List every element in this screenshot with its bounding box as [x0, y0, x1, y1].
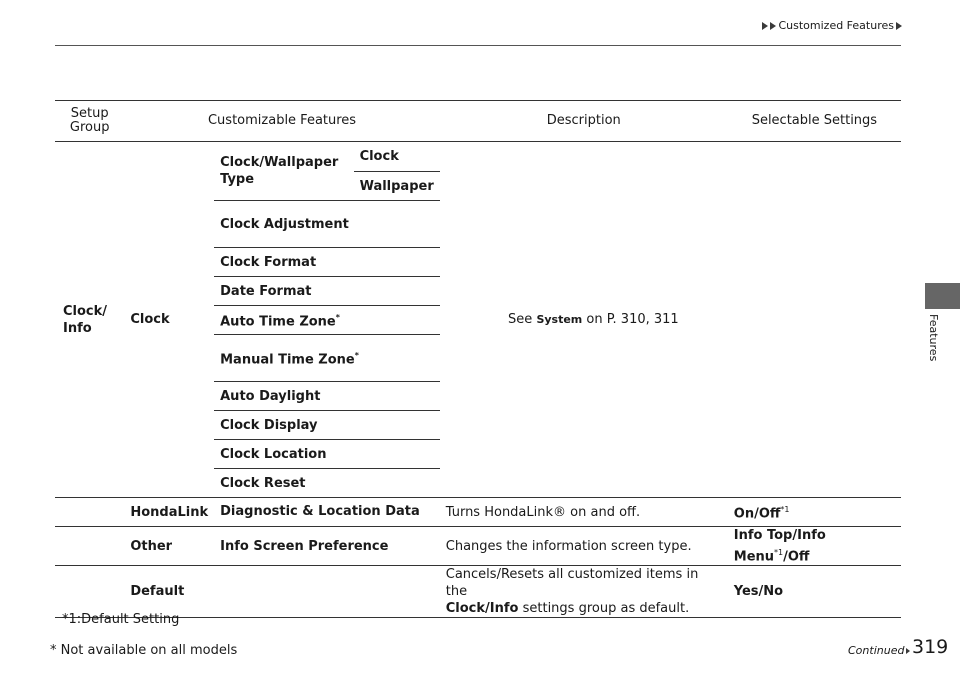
header-customizable-features: Customizable Features	[124, 101, 439, 142]
feature-date-format: Date Format	[214, 277, 440, 306]
description-default: Cancels/Resets all customized items in the Clock/Info settings group as default.	[440, 566, 728, 618]
clock-info-description	[440, 142, 901, 498]
description-suffix: on P. 310, 311	[586, 312, 679, 327]
feature-clock-location: Clock Location	[214, 440, 440, 469]
page-number: 319	[912, 636, 949, 658]
table-row	[55, 527, 901, 566]
customized-features-table	[55, 100, 901, 618]
feature-info-screen-preference: Info Screen Preference	[214, 527, 440, 566]
table-row	[55, 566, 901, 618]
feature-auto-time-zone: Auto Time Zone*	[214, 306, 440, 335]
feature-clock-wallpaper-type: Clock/Wallpaper Type	[214, 142, 353, 201]
triangle-icon	[896, 22, 902, 30]
group-hondalink: HondaLink	[124, 498, 214, 527]
feature-clock-display: Clock Display	[214, 411, 440, 440]
system-reference[interactable]: System	[536, 313, 583, 326]
subgroup-clock: Clock	[124, 142, 214, 498]
triangle-icon	[762, 22, 768, 30]
feature-clock-reset: Clock Reset	[214, 469, 440, 498]
breadcrumb	[762, 19, 902, 32]
feature-default	[214, 566, 440, 618]
header-rule	[55, 45, 901, 46]
continued-indicator: Continued	[848, 644, 910, 657]
table-row	[55, 498, 901, 527]
group-default: Default	[124, 566, 214, 618]
availability-note: * Not available on all models	[50, 643, 238, 658]
side-tab	[925, 283, 960, 309]
feature-auto-daylight: Auto Daylight	[214, 382, 440, 411]
settings-other: Info Top/Info Menu$^{*1}$/Off	[728, 527, 901, 566]
description-other: Changes the information screen type.	[440, 527, 728, 566]
feature-clock-format: Clock Format	[214, 248, 440, 277]
wallpaper-option-wallpaper: Wallpaper	[354, 172, 440, 201]
group-other: Other	[124, 527, 214, 566]
group-clock-info: Clock/ Info	[55, 142, 124, 498]
triangle-icon	[770, 22, 776, 30]
feature-clock-adjustment: Clock Adjustment	[214, 201, 440, 248]
feature-manual-time-zone: Manual Time Zone*	[214, 335, 440, 382]
footnote-default-setting: *1:Default Setting	[62, 612, 180, 627]
description-prefix: See	[508, 312, 533, 327]
settings-default: Yes/No	[728, 566, 901, 618]
side-tab-label: Features	[927, 314, 940, 362]
description-hondalink: Turns HondaLink® on and off.	[440, 498, 728, 527]
header-selectable-settings: Selectable Settings	[728, 101, 901, 142]
triangle-icon	[906, 648, 910, 654]
feature-diagnostic-location: Diagnostic & Location Data	[214, 498, 440, 527]
settings-hondalink: On/Off$^{*1}$	[728, 498, 901, 527]
header-description: Description	[440, 101, 728, 142]
breadcrumb-section: Customized Features	[778, 19, 894, 32]
wallpaper-option-clock: Clock	[354, 142, 440, 172]
header-setup-group: Setup Group	[55, 101, 124, 142]
